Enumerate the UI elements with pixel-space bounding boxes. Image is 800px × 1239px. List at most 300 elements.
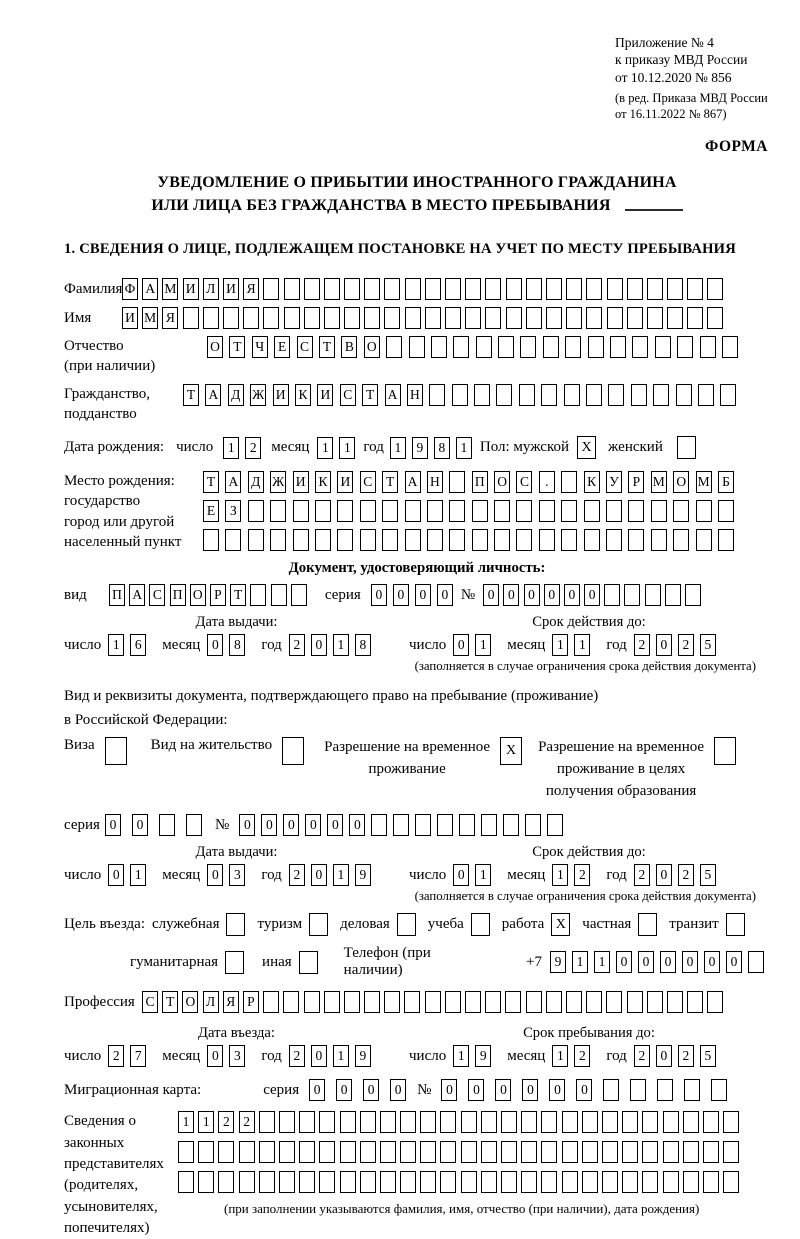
char-cell[interactable]: О [364,336,380,358]
char-cell[interactable] [546,278,562,300]
char-cell[interactable] [404,991,420,1013]
char-cell[interactable] [521,1141,537,1163]
char-cell[interactable] [299,1141,315,1163]
char-cell[interactable]: Т [382,471,398,493]
char-cell[interactable] [299,1111,315,1133]
char-cell[interactable] [673,500,689,522]
char-cell[interactable] [541,1111,557,1133]
char-cell[interactable] [263,991,279,1013]
char-cell[interactable] [501,1171,517,1193]
char-cell[interactable] [198,1171,214,1193]
char-cell[interactable] [647,991,663,1013]
char-cell[interactable] [700,336,716,358]
char-cell[interactable]: 0 [132,814,148,836]
char-cell[interactable] [263,278,279,300]
char-cell[interactable]: А [405,471,421,493]
char-cell[interactable] [521,1111,537,1133]
char-cell[interactable]: 0 [363,1079,379,1101]
char-cell[interactable] [400,1111,416,1133]
char-cell[interactable]: Л [203,278,219,300]
char-cell[interactable] [703,1141,719,1163]
purpose-private-checkbox[interactable] [638,913,657,936]
char-cell[interactable] [178,1171,194,1193]
char-cell[interactable] [606,529,622,551]
char-cell[interactable]: 0 [207,634,223,656]
char-cell[interactable]: 0 [207,864,223,886]
char-cell[interactable] [586,307,602,329]
char-cell[interactable] [503,814,519,836]
char-cell[interactable] [371,814,387,836]
char-cell[interactable] [178,1141,194,1163]
char-cell[interactable] [324,991,340,1013]
char-cell[interactable]: А [385,384,401,406]
char-cell[interactable] [584,500,600,522]
char-cell[interactable] [304,278,320,300]
char-cell[interactable]: 0 [726,951,742,973]
visa-checkbox[interactable] [105,737,127,765]
char-cell[interactable] [541,384,557,406]
char-cell[interactable] [543,336,559,358]
char-cell[interactable] [218,1171,234,1193]
char-cell[interactable]: С [149,584,165,606]
char-cell[interactable]: 0 [682,951,698,973]
char-cell[interactable] [481,814,497,836]
char-cell[interactable]: Е [274,336,290,358]
char-cell[interactable] [526,991,542,1013]
char-cell[interactable] [525,814,541,836]
char-cell[interactable] [360,500,376,522]
char-cell[interactable]: С [142,991,158,1013]
char-cell[interactable] [547,814,563,836]
char-cell[interactable]: М [651,471,667,493]
char-cell[interactable] [582,1141,598,1163]
char-cell[interactable]: 0 [327,814,343,836]
char-cell[interactable] [677,336,693,358]
char-cell[interactable] [360,1171,376,1193]
char-cell[interactable]: 1 [178,1111,194,1133]
sex-male-checkbox[interactable]: X [577,436,596,459]
char-cell[interactable]: 0 [393,584,409,606]
char-cell[interactable]: Р [210,584,226,606]
char-cell[interactable]: 2 [289,1045,305,1067]
char-cell[interactable] [505,991,521,1013]
char-cell[interactable]: 1 [333,864,349,886]
char-cell[interactable] [584,529,600,551]
char-cell[interactable] [337,500,353,522]
purpose-other-checkbox[interactable] [299,951,318,974]
char-cell[interactable]: 1 [552,1045,568,1067]
char-cell[interactable] [324,278,340,300]
char-cell[interactable] [498,336,514,358]
char-cell[interactable]: 0 [437,584,453,606]
char-cell[interactable] [718,529,734,551]
char-cell[interactable] [248,529,264,551]
char-cell[interactable] [610,336,626,358]
char-cell[interactable] [683,1141,699,1163]
char-cell[interactable] [364,991,380,1013]
char-cell[interactable]: 0 [305,814,321,836]
char-cell[interactable]: 9 [412,437,428,459]
char-cell[interactable]: 9 [475,1045,491,1067]
char-cell[interactable] [393,814,409,836]
char-cell[interactable]: 2 [289,864,305,886]
char-cell[interactable] [304,307,320,329]
char-cell[interactable] [279,1171,295,1193]
char-cell[interactable]: М [142,307,158,329]
char-cell[interactable] [566,991,582,1013]
char-cell[interactable]: 0 [656,634,672,656]
char-cell[interactable] [687,991,703,1013]
char-cell[interactable] [684,1079,700,1101]
char-cell[interactable] [562,1141,578,1163]
char-cell[interactable]: Я [162,307,178,329]
char-cell[interactable] [440,1111,456,1133]
char-cell[interactable] [631,384,647,406]
char-cell[interactable] [607,307,623,329]
char-cell[interactable] [248,500,264,522]
char-cell[interactable] [445,278,461,300]
char-cell[interactable]: 2 [634,1045,650,1067]
char-cell[interactable] [263,307,279,329]
char-cell[interactable] [673,529,689,551]
char-cell[interactable] [360,529,376,551]
char-cell[interactable] [425,278,441,300]
char-cell[interactable] [520,336,536,358]
char-cell[interactable] [539,529,555,551]
char-cell[interactable] [380,1111,396,1133]
char-cell[interactable] [445,991,461,1013]
char-cell[interactable]: 0 [390,1079,406,1101]
char-cell[interactable] [225,529,241,551]
char-cell[interactable] [449,529,465,551]
char-cell[interactable]: Т [362,384,378,406]
char-cell[interactable] [427,500,443,522]
char-cell[interactable] [472,500,488,522]
char-cell[interactable] [382,500,398,522]
char-cell[interactable] [703,1171,719,1193]
char-cell[interactable]: Д [248,471,264,493]
purpose-work-checkbox[interactable]: X [551,913,570,936]
char-cell[interactable]: 2 [218,1111,234,1133]
char-cell[interactable]: Я [243,278,259,300]
char-cell[interactable]: 0 [468,1079,484,1101]
char-cell[interactable] [223,307,239,329]
char-cell[interactable] [384,307,400,329]
char-cell[interactable] [687,307,703,329]
char-cell[interactable]: 1 [552,634,568,656]
char-cell[interactable]: 0 [524,584,540,606]
char-cell[interactable] [665,584,681,606]
char-cell[interactable]: А [129,584,145,606]
char-cell[interactable] [360,1141,376,1163]
char-cell[interactable]: Т [319,336,335,358]
char-cell[interactable] [494,500,510,522]
char-cell[interactable]: 1 [130,864,146,886]
char-cell[interactable]: Н [427,471,443,493]
char-cell[interactable]: 2 [108,1045,124,1067]
char-cell[interactable] [299,1171,315,1193]
char-cell[interactable] [384,991,400,1013]
char-cell[interactable] [642,1171,658,1193]
char-cell[interactable] [364,307,380,329]
char-cell[interactable]: 2 [574,1045,590,1067]
char-cell[interactable] [653,384,669,406]
char-cell[interactable] [720,384,736,406]
char-cell[interactable] [270,529,286,551]
char-cell[interactable] [521,1171,537,1193]
char-cell[interactable]: 0 [483,584,499,606]
char-cell[interactable] [271,584,287,606]
char-cell[interactable] [239,1171,255,1193]
char-cell[interactable]: 0 [415,584,431,606]
char-cell[interactable]: 0 [311,634,327,656]
char-cell[interactable] [645,584,661,606]
char-cell[interactable]: П [472,471,488,493]
char-cell[interactable]: 1 [108,634,124,656]
char-cell[interactable]: Л [203,991,219,1013]
char-cell[interactable]: 7 [130,1045,146,1067]
char-cell[interactable]: 0 [638,951,654,973]
char-cell[interactable] [380,1141,396,1163]
char-cell[interactable]: С [360,471,376,493]
char-cell[interactable] [465,307,481,329]
char-cell[interactable]: Ч [252,336,268,358]
char-cell[interactable] [561,471,577,493]
char-cell[interactable] [472,529,488,551]
char-cell[interactable] [676,384,692,406]
char-cell[interactable] [586,991,602,1013]
char-cell[interactable] [622,1111,638,1133]
purpose-humanitarian-checkbox[interactable] [225,951,244,974]
char-cell[interactable]: Д [228,384,244,406]
char-cell[interactable] [711,1079,727,1101]
char-cell[interactable] [186,814,202,836]
char-cell[interactable] [707,278,723,300]
char-cell[interactable] [707,991,723,1013]
char-cell[interactable] [405,500,421,522]
char-cell[interactable] [400,1171,416,1193]
char-cell[interactable] [340,1111,356,1133]
char-cell[interactable] [604,584,620,606]
char-cell[interactable] [561,500,577,522]
char-cell[interactable]: 0 [522,1079,538,1101]
char-cell[interactable] [420,1171,436,1193]
char-cell[interactable] [440,1171,456,1193]
char-cell[interactable] [386,336,402,358]
char-cell[interactable] [459,814,475,836]
char-cell[interactable]: 0 [105,814,121,836]
char-cell[interactable]: 3 [229,864,245,886]
char-cell[interactable] [602,1171,618,1193]
purpose-tourism-checkbox[interactable] [309,913,328,936]
char-cell[interactable] [562,1171,578,1193]
char-cell[interactable] [602,1111,618,1133]
char-cell[interactable]: 8 [355,634,371,656]
char-cell[interactable] [642,1141,658,1163]
char-cell[interactable]: 1 [475,634,491,656]
char-cell[interactable] [324,307,340,329]
char-cell[interactable] [622,1141,638,1163]
char-cell[interactable] [663,1171,679,1193]
char-cell[interactable] [291,584,307,606]
char-cell[interactable]: 2 [634,634,650,656]
char-cell[interactable] [630,1079,646,1101]
char-cell[interactable]: 9 [550,951,566,973]
char-cell[interactable]: З [225,500,241,522]
char-cell[interactable] [461,1171,477,1193]
char-cell[interactable]: 0 [656,1045,672,1067]
char-cell[interactable]: И [223,278,239,300]
char-cell[interactable]: 0 [616,951,632,973]
char-cell[interactable]: 2 [239,1111,255,1133]
char-cell[interactable] [465,278,481,300]
char-cell[interactable] [293,500,309,522]
char-cell[interactable]: Ж [250,384,266,406]
char-cell[interactable]: С [340,384,356,406]
char-cell[interactable] [663,1141,679,1163]
char-cell[interactable] [319,1141,335,1163]
char-cell[interactable]: И [337,471,353,493]
char-cell[interactable]: 2 [678,864,694,886]
char-cell[interactable] [627,991,643,1013]
char-cell[interactable]: 0 [441,1079,457,1101]
char-cell[interactable] [425,991,441,1013]
char-cell[interactable] [667,307,683,329]
char-cell[interactable] [481,1171,497,1193]
char-cell[interactable] [449,500,465,522]
char-cell[interactable]: К [584,471,600,493]
char-cell[interactable] [685,584,701,606]
char-cell[interactable] [718,500,734,522]
char-cell[interactable]: К [295,384,311,406]
char-cell[interactable] [603,1079,619,1101]
char-cell[interactable] [259,1171,275,1193]
char-cell[interactable]: 0 [108,864,124,886]
char-cell[interactable] [485,991,501,1013]
char-cell[interactable] [667,278,683,300]
char-cell[interactable] [284,307,300,329]
char-cell[interactable]: О [673,471,689,493]
char-cell[interactable] [420,1111,436,1133]
char-cell[interactable]: 0 [239,814,255,836]
char-cell[interactable] [546,307,562,329]
char-cell[interactable] [588,336,604,358]
char-cell[interactable]: . [539,471,555,493]
char-cell[interactable] [516,529,532,551]
char-cell[interactable] [250,584,266,606]
char-cell[interactable]: 0 [549,1079,565,1101]
char-cell[interactable]: О [207,336,223,358]
char-cell[interactable]: 1 [552,864,568,886]
char-cell[interactable] [344,278,360,300]
char-cell[interactable]: Р [243,991,259,1013]
char-cell[interactable] [340,1171,356,1193]
temp-residence-edu-checkbox[interactable] [714,737,736,765]
char-cell[interactable]: 1 [456,437,472,459]
char-cell[interactable] [409,336,425,358]
char-cell[interactable] [337,529,353,551]
char-cell[interactable] [360,1111,376,1133]
char-cell[interactable]: 2 [678,634,694,656]
char-cell[interactable]: 6 [130,634,146,656]
char-cell[interactable] [279,1141,295,1163]
char-cell[interactable]: Б [718,471,734,493]
char-cell[interactable]: Я [223,991,239,1013]
char-cell[interactable] [405,278,421,300]
char-cell[interactable]: 2 [678,1045,694,1067]
char-cell[interactable]: 0 [349,814,365,836]
char-cell[interactable] [461,1111,477,1133]
char-cell[interactable]: 3 [229,1045,245,1067]
char-cell[interactable] [561,529,577,551]
char-cell[interactable]: 2 [245,437,261,459]
char-cell[interactable]: О [190,584,206,606]
char-cell[interactable]: В [341,336,357,358]
char-cell[interactable] [279,1111,295,1133]
char-cell[interactable] [344,991,360,1013]
char-cell[interactable] [344,307,360,329]
char-cell[interactable] [431,336,447,358]
char-cell[interactable]: С [297,336,313,358]
char-cell[interactable]: 0 [207,1045,223,1067]
char-cell[interactable] [622,1171,638,1193]
char-cell[interactable] [602,1141,618,1163]
char-cell[interactable] [564,384,580,406]
purpose-transit-checkbox[interactable] [726,913,745,936]
char-cell[interactable]: 1 [475,864,491,886]
char-cell[interactable]: 1 [453,1045,469,1067]
char-cell[interactable] [159,814,175,836]
char-cell[interactable]: К [315,471,331,493]
char-cell[interactable] [501,1111,517,1133]
char-cell[interactable]: И [293,471,309,493]
char-cell[interactable] [400,1141,416,1163]
char-cell[interactable] [663,1111,679,1133]
char-cell[interactable]: М [696,471,712,493]
char-cell[interactable] [319,1171,335,1193]
char-cell[interactable] [319,1111,335,1133]
char-cell[interactable] [628,500,644,522]
char-cell[interactable] [566,278,582,300]
char-cell[interactable] [218,1141,234,1163]
char-cell[interactable] [506,307,522,329]
char-cell[interactable]: У [606,471,622,493]
char-cell[interactable]: 0 [309,1079,325,1101]
char-cell[interactable] [380,1171,396,1193]
char-cell[interactable] [657,1079,673,1101]
char-cell[interactable] [703,1111,719,1133]
char-cell[interactable] [452,384,468,406]
char-cell[interactable]: П [170,584,186,606]
char-cell[interactable]: 0 [660,951,676,973]
char-cell[interactable] [586,384,602,406]
char-cell[interactable] [647,278,663,300]
char-cell[interactable] [474,384,490,406]
char-cell[interactable] [586,278,602,300]
char-cell[interactable] [270,500,286,522]
char-cell[interactable] [748,951,764,973]
char-cell[interactable]: Р [628,471,644,493]
char-cell[interactable]: 8 [229,634,245,656]
char-cell[interactable]: А [225,471,241,493]
char-cell[interactable] [655,336,671,358]
char-cell[interactable]: 1 [390,437,406,459]
temp-residence-checkbox[interactable]: X [500,737,522,765]
char-cell[interactable] [440,1141,456,1163]
char-cell[interactable] [723,1141,739,1163]
char-cell[interactable] [627,307,643,329]
char-cell[interactable]: Е [203,500,219,522]
